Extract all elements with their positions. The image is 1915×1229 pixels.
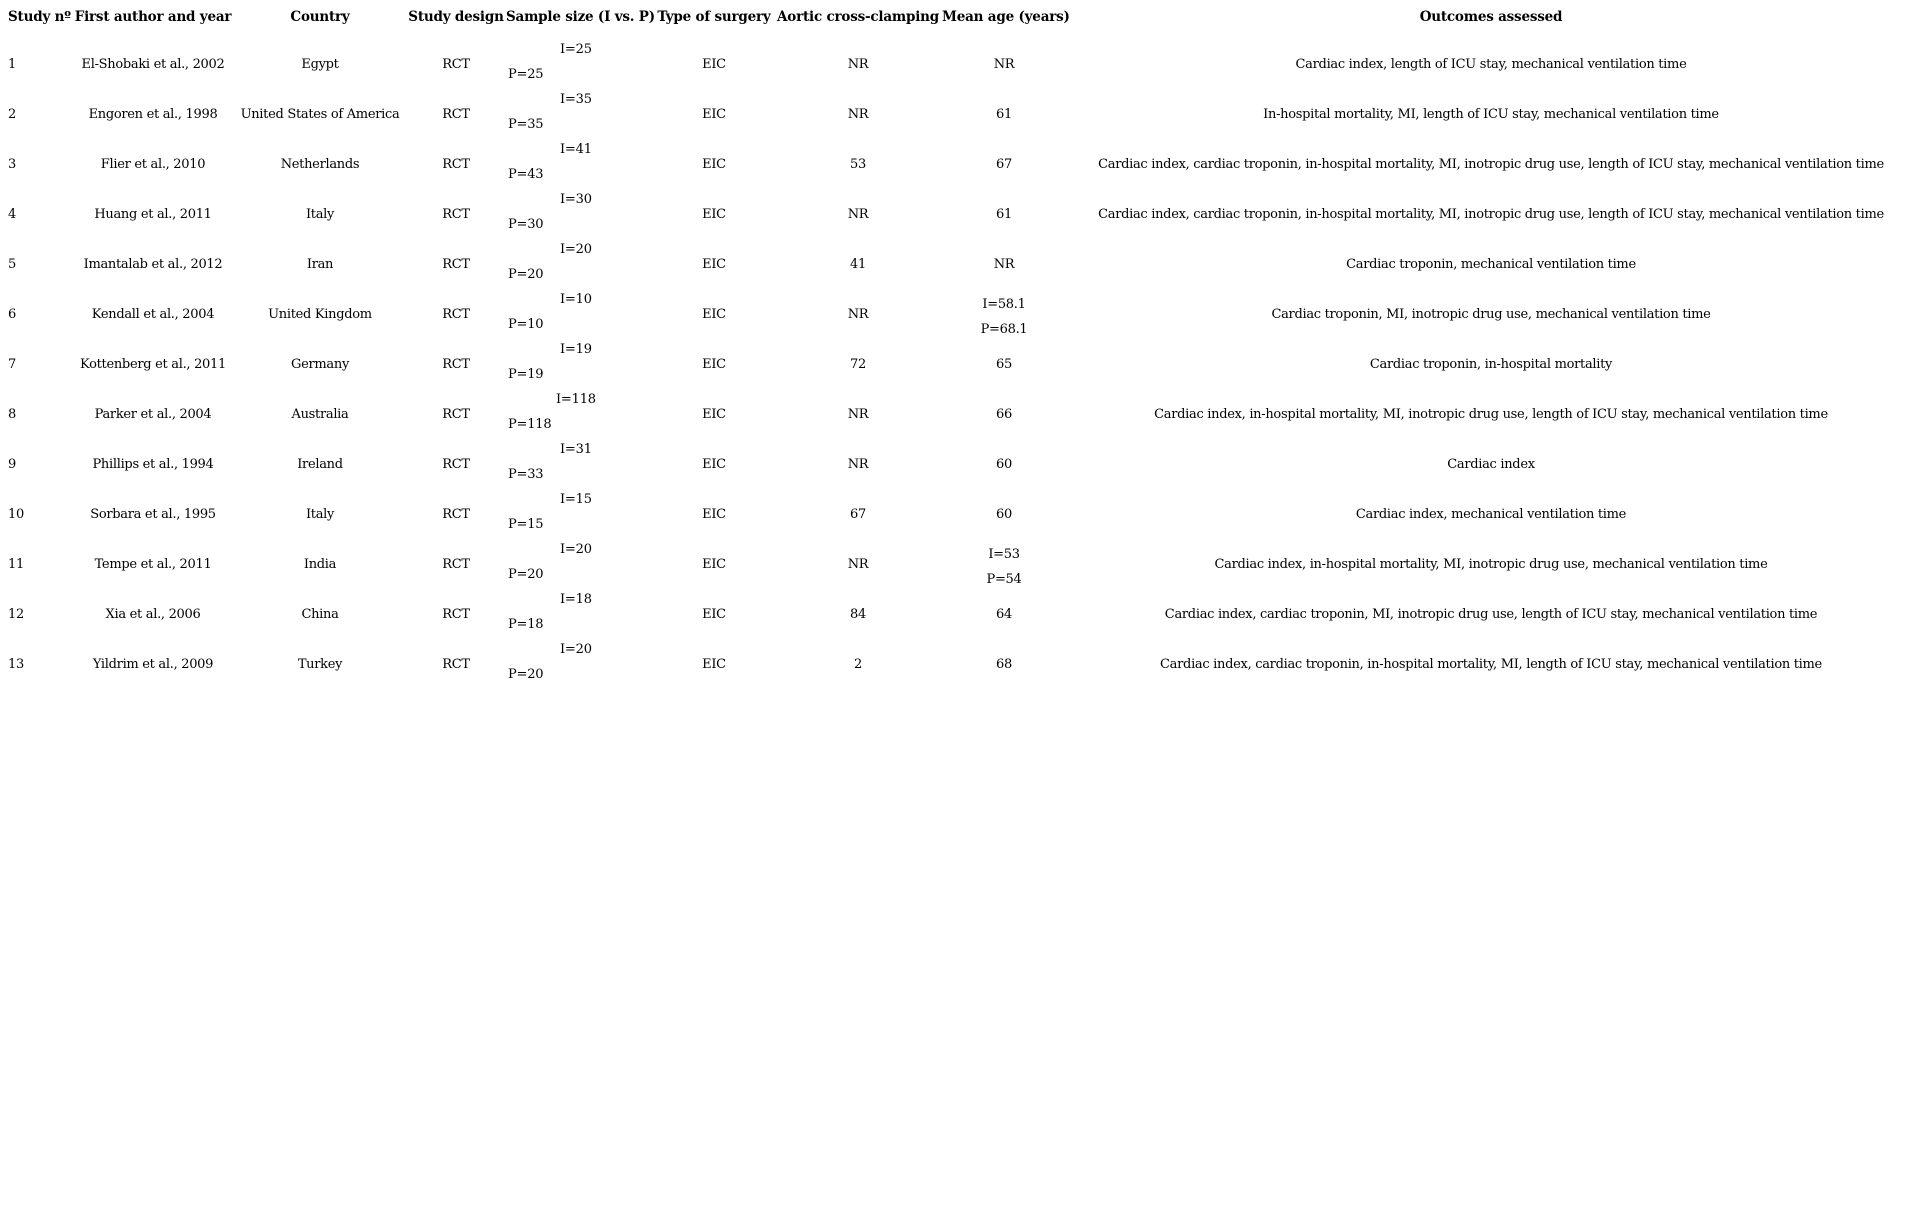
sample-size-intervention: I=15 [560,492,592,507]
first-author: Phillips et al., 1994 [92,457,214,472]
study-number: 12 [8,607,24,622]
aortic-clamping: 53 [850,157,866,172]
surgery-type: EIC [702,507,726,522]
surgery-type: EIC [702,307,726,322]
study-number: 5 [8,257,16,272]
surgery-type: EIC [702,657,726,672]
country: Egypt [301,57,339,72]
sample-size-placebo: P=33 [508,467,544,482]
sample-size [506,292,654,332]
country: United States of America [240,107,400,122]
outcomes-assessed: Cardiac index, in-hospital mortality, MI, inotropic drug use, mechanical ventilation time [1214,557,1768,572]
surgery-type: EIC [702,607,726,622]
aortic-clamping: NR [847,557,869,572]
sample-size-intervention: I=35 [560,92,592,107]
surgery-type: EIC [702,257,726,272]
surgery-type: EIC [702,207,726,222]
sample-size [506,92,654,132]
mean-age [942,454,1066,476]
outcomes-assessed: In-hospital mortality, MI, length of ICU stay, mechanical ventilation time [1263,107,1719,122]
sample-size-intervention: I=118 [556,392,596,407]
sample-size-placebo: P=43 [508,167,544,182]
mean-age [942,547,1066,587]
first-author: El-Shobaki et al., 2002 [81,57,225,72]
study-design: RCT [442,207,470,222]
study-design: RCT [442,57,470,72]
sample-size-intervention: I=30 [560,192,592,207]
sample-size-intervention: I=10 [560,292,592,307]
study-number: 10 [8,507,24,522]
aortic-clamping: 41 [850,257,866,272]
header-first-author: First author and year [74,9,232,25]
sample-size-placebo: P=20 [508,267,544,282]
table-header-row [0,6,1915,30]
sample-size [506,592,654,632]
country: Italy [305,207,335,222]
aortic-clamping: NR [847,457,869,472]
outcomes-assessed: Cardiac index, mechanical ventilation time [1355,507,1627,522]
first-author: Imantalab et al., 2012 [83,257,223,272]
sample-size-intervention: I=25 [560,42,592,57]
sample-size [506,392,654,432]
mean-age [942,354,1066,376]
outcomes-assessed: Cardiac index, cardiac troponin, MI, inotropic drug use, length of ICU stay, mechanical ventilation time [1164,607,1818,622]
outcomes-assessed: Cardiac troponin, MI, inotropic drug use, mechanical ventilation time [1271,307,1711,322]
surgery-type: EIC [702,107,726,122]
first-author: Tempe et al., 2011 [94,557,212,572]
mean-age-value: 64 [996,607,1012,622]
header-country: Country [290,9,350,25]
aortic-clamping: NR [847,57,869,72]
mean-age-placebo: P=54 [986,572,1022,587]
study-number: 9 [8,457,16,472]
aortic-clamping: 67 [850,507,866,522]
sample-size-intervention: I=20 [560,542,592,557]
sample-size [506,142,654,182]
study-number: 8 [8,407,16,422]
aortic-clamping: 72 [850,357,866,372]
mean-age-value: 65 [996,357,1012,372]
study-design: RCT [442,557,470,572]
first-author: Kottenberg et al., 2011 [80,357,226,372]
sample-size-intervention: I=41 [560,142,592,157]
first-author: Parker et al., 2004 [94,407,212,422]
outcomes-assessed: Cardiac troponin, in-hospital mortality [1369,357,1613,372]
header-study-design: Study design [408,9,504,25]
outcomes-assessed: Cardiac troponin, mechanical ventilation time [1346,257,1636,272]
mean-age [942,604,1066,626]
sample-size [506,192,654,232]
aortic-clamping: NR [847,407,869,422]
mean-age [942,204,1066,226]
aortic-clamping: NR [847,307,869,322]
outcomes-assessed: Cardiac index [1447,457,1535,472]
study-design: RCT [442,307,470,322]
surgery-type: EIC [702,157,726,172]
country: Turkey [297,657,343,672]
header-surgery-type: Type of surgery [657,9,771,25]
mean-age-value: 68 [996,657,1012,672]
country: Netherlands [280,157,360,172]
sample-size [506,342,654,382]
mean-age [942,297,1066,337]
mean-age [942,404,1066,426]
mean-age [942,654,1066,676]
country: Germany [291,357,349,372]
country: India [303,557,337,572]
study-number: 1 [8,57,16,72]
aortic-clamping: 2 [854,657,862,672]
first-author: Huang et al., 2011 [94,207,212,222]
study-number: 4 [8,207,16,222]
sample-size-placebo: P=18 [508,617,544,632]
surgery-type: EIC [702,407,726,422]
study-design: RCT [442,657,470,672]
study-design: RCT [442,157,470,172]
outcomes-assessed: Cardiac index, cardiac troponin, in-hospital mortality, MI, inotropic drug use, length of ICU stay, mechanical ventilation time [1098,157,1884,172]
study-design: RCT [442,457,470,472]
mean-age [942,54,1066,76]
outcomes-assessed: Cardiac index, in-hospital mortality, MI, inotropic drug use, length of ICU stay, mechanical ventilation time [1154,407,1828,422]
study-number: 2 [8,107,16,122]
mean-age-value: 61 [996,107,1012,122]
study-number: 6 [8,307,16,322]
surgery-type: EIC [702,57,726,72]
aortic-clamping: NR [847,107,869,122]
surgery-type: EIC [702,357,726,372]
sample-size-placebo: P=19 [508,367,544,382]
mean-age-placebo: P=68.1 [980,322,1028,337]
study-design: RCT [442,507,470,522]
study-number: 3 [8,157,16,172]
country: Australia [291,407,349,422]
mean-age [942,154,1066,176]
country: China [301,607,339,622]
study-design: RCT [442,407,470,422]
sample-size [506,42,654,82]
sample-size-placebo: P=15 [508,517,544,532]
mean-age-intervention: I=58.1 [982,297,1026,312]
mean-age-value: NR [993,57,1015,72]
first-author: Kendall et al., 2004 [91,307,215,322]
aortic-clamping: NR [847,207,869,222]
mean-age-intervention: I=53 [988,547,1020,562]
country: Ireland [297,457,343,472]
sample-size-placebo: P=30 [508,217,544,232]
mean-age-value: 66 [996,407,1012,422]
sample-size [506,642,654,682]
sample-size [506,492,654,532]
mean-age-value: 60 [996,457,1012,472]
surgery-type: EIC [702,457,726,472]
first-author: Xia et al., 2006 [105,607,201,622]
sample-size-placebo: P=25 [508,67,544,82]
sample-size-placebo: P=118 [508,417,552,432]
header-aortic-clamping: Aortic cross-clamping [776,9,940,25]
country: Iran [306,257,334,272]
sample-size-intervention: I=20 [560,642,592,657]
first-author: Sorbara et al., 1995 [90,507,216,522]
outcomes-assessed: Cardiac index, cardiac troponin, in-hospital mortality, MI, inotropic drug use, length of ICU stay, mechanical ventilation time [1098,207,1884,222]
sample-size [506,442,654,482]
mean-age-value: NR [993,257,1015,272]
sample-size-intervention: I=19 [560,342,592,357]
study-design: RCT [442,357,470,372]
mean-age [942,504,1066,526]
sample-size [506,242,654,282]
outcomes-assessed: Cardiac index, length of ICU stay, mechanical ventilation time [1295,57,1687,72]
mean-age [942,254,1066,276]
mean-age-value: 60 [996,507,1012,522]
outcomes-assessed: Cardiac index, cardiac troponin, in-hospital mortality, MI, length of ICU stay, mechanical ventilation time [1160,657,1822,672]
first-author: Engoren et al., 1998 [88,107,218,122]
first-author: Yildrim et al., 2009 [92,657,214,672]
sample-size-intervention: I=20 [560,242,592,257]
header-outcomes: Outcomes assessed [1419,9,1563,25]
surgery-type: EIC [702,557,726,572]
study-design: RCT [442,607,470,622]
sample-size-placebo: P=20 [508,667,544,682]
mean-age-value: 67 [996,157,1012,172]
study-number: 13 [8,657,24,672]
mean-age-value: 61 [996,207,1012,222]
study-number: 7 [8,357,16,372]
sample-size-placebo: P=20 [508,567,544,582]
aortic-clamping: 84 [850,607,866,622]
study-design: RCT [442,107,470,122]
sample-size-intervention: I=18 [560,592,592,607]
header-sample-size: Sample size (I vs. P) [506,9,655,25]
mean-age [942,104,1066,126]
sample-size-placebo: P=10 [508,317,544,332]
header-mean-age: Mean age (years) [942,9,1070,25]
first-author: Flier et al., 2010 [100,157,206,172]
sample-size-intervention: I=31 [560,442,592,457]
study-number: 11 [8,557,24,572]
study-design: RCT [442,257,470,272]
country: United Kingdom [268,307,372,322]
country: Italy [305,507,335,522]
sample-size [506,542,654,582]
header-study-no: Study nº [8,9,71,25]
sample-size-placebo: P=35 [508,117,544,132]
